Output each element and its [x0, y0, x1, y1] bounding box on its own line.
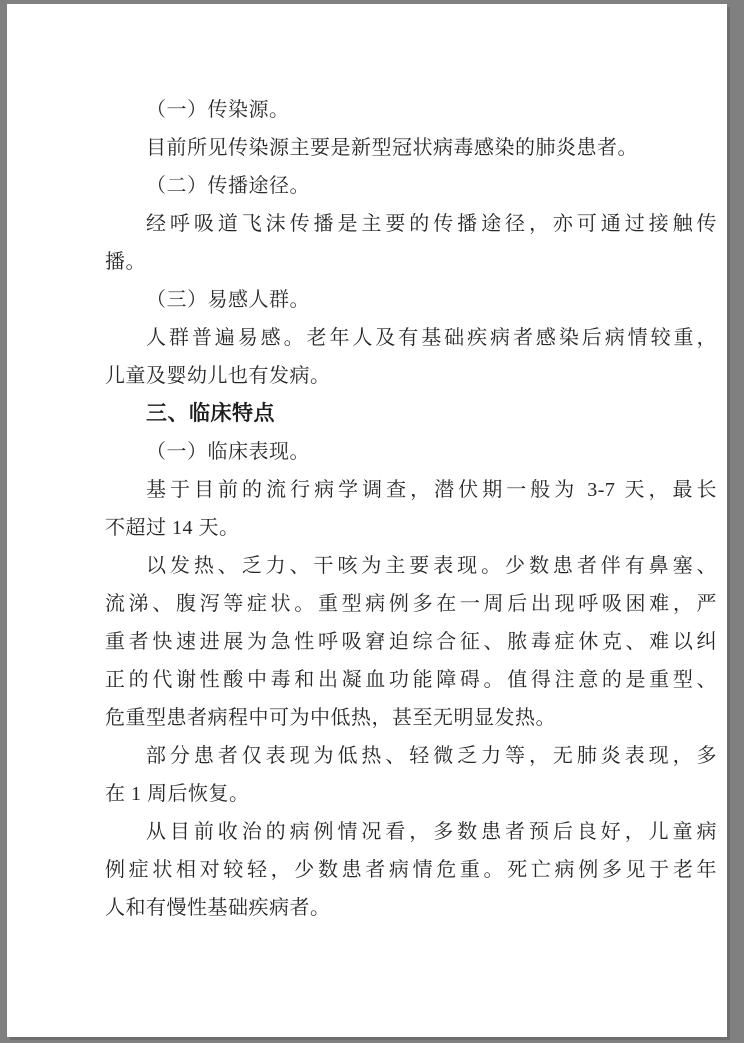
- body-text-line: 从目前收治的病例情况看，多数患者预后良好，儿童病: [146, 821, 717, 843]
- body-text-line: 不超过 14 天。: [105, 517, 240, 539]
- subsection-heading: （一）临床表现。: [146, 441, 310, 463]
- body-text-line: 部分患者仅表现为低热、轻微乏力等，无肺炎表现，多: [146, 745, 717, 767]
- body-text-line: 经呼吸道飞沫传播是主要的传播途径，亦可通过接触传: [146, 213, 717, 235]
- body-text-line: 人和有慢性基础疾病者。: [105, 897, 331, 919]
- body-text-line: 流涕、腹泻等症状。重型病例多在一周后出现呼吸困难，严: [105, 593, 717, 615]
- body-text-line: 重者快速进展为急性呼吸窘迫综合征、脓毒症休克、难以纠: [105, 631, 717, 653]
- section-heading: 三、临床特点: [146, 402, 275, 425]
- subsection-heading: （三）易感人群。: [146, 289, 310, 311]
- body-text-line: 在 1 周后恢复。: [105, 783, 250, 805]
- body-text-line: 例症状相对较轻，少数患者病情危重。死亡病例多见于老年: [105, 859, 717, 881]
- body-text-line: 播。: [105, 251, 146, 273]
- body-text-line: 以发热、乏力、干咳为主要表现。少数患者伴有鼻塞、: [146, 555, 717, 577]
- body-text-line: 人群普遍易感。老年人及有基础疾病者感染后病情较重，: [146, 327, 717, 349]
- body-text-line: 儿童及婴幼儿也有发病。: [105, 365, 331, 387]
- subsection-heading: （二）传播途径。: [146, 175, 310, 197]
- subsection-heading: （一）传染源。: [146, 99, 290, 121]
- body-text-line: 基于目前的流行病学调查，潜伏期一般为 3-7 天，最长: [146, 479, 717, 501]
- document-page: [7, 4, 727, 1037]
- body-text-line: 危重型患者病程中可为中低热，甚至无明显发热。: [105, 707, 556, 729]
- document-content: [105, 91, 717, 927]
- body-text-line: 正的代谢性酸中毒和出凝血功能障碍。值得注意的是重型、: [105, 669, 717, 691]
- body-text-line: 目前所见传染源主要是新型冠状病毒感染的肺炎患者。: [146, 137, 638, 159]
